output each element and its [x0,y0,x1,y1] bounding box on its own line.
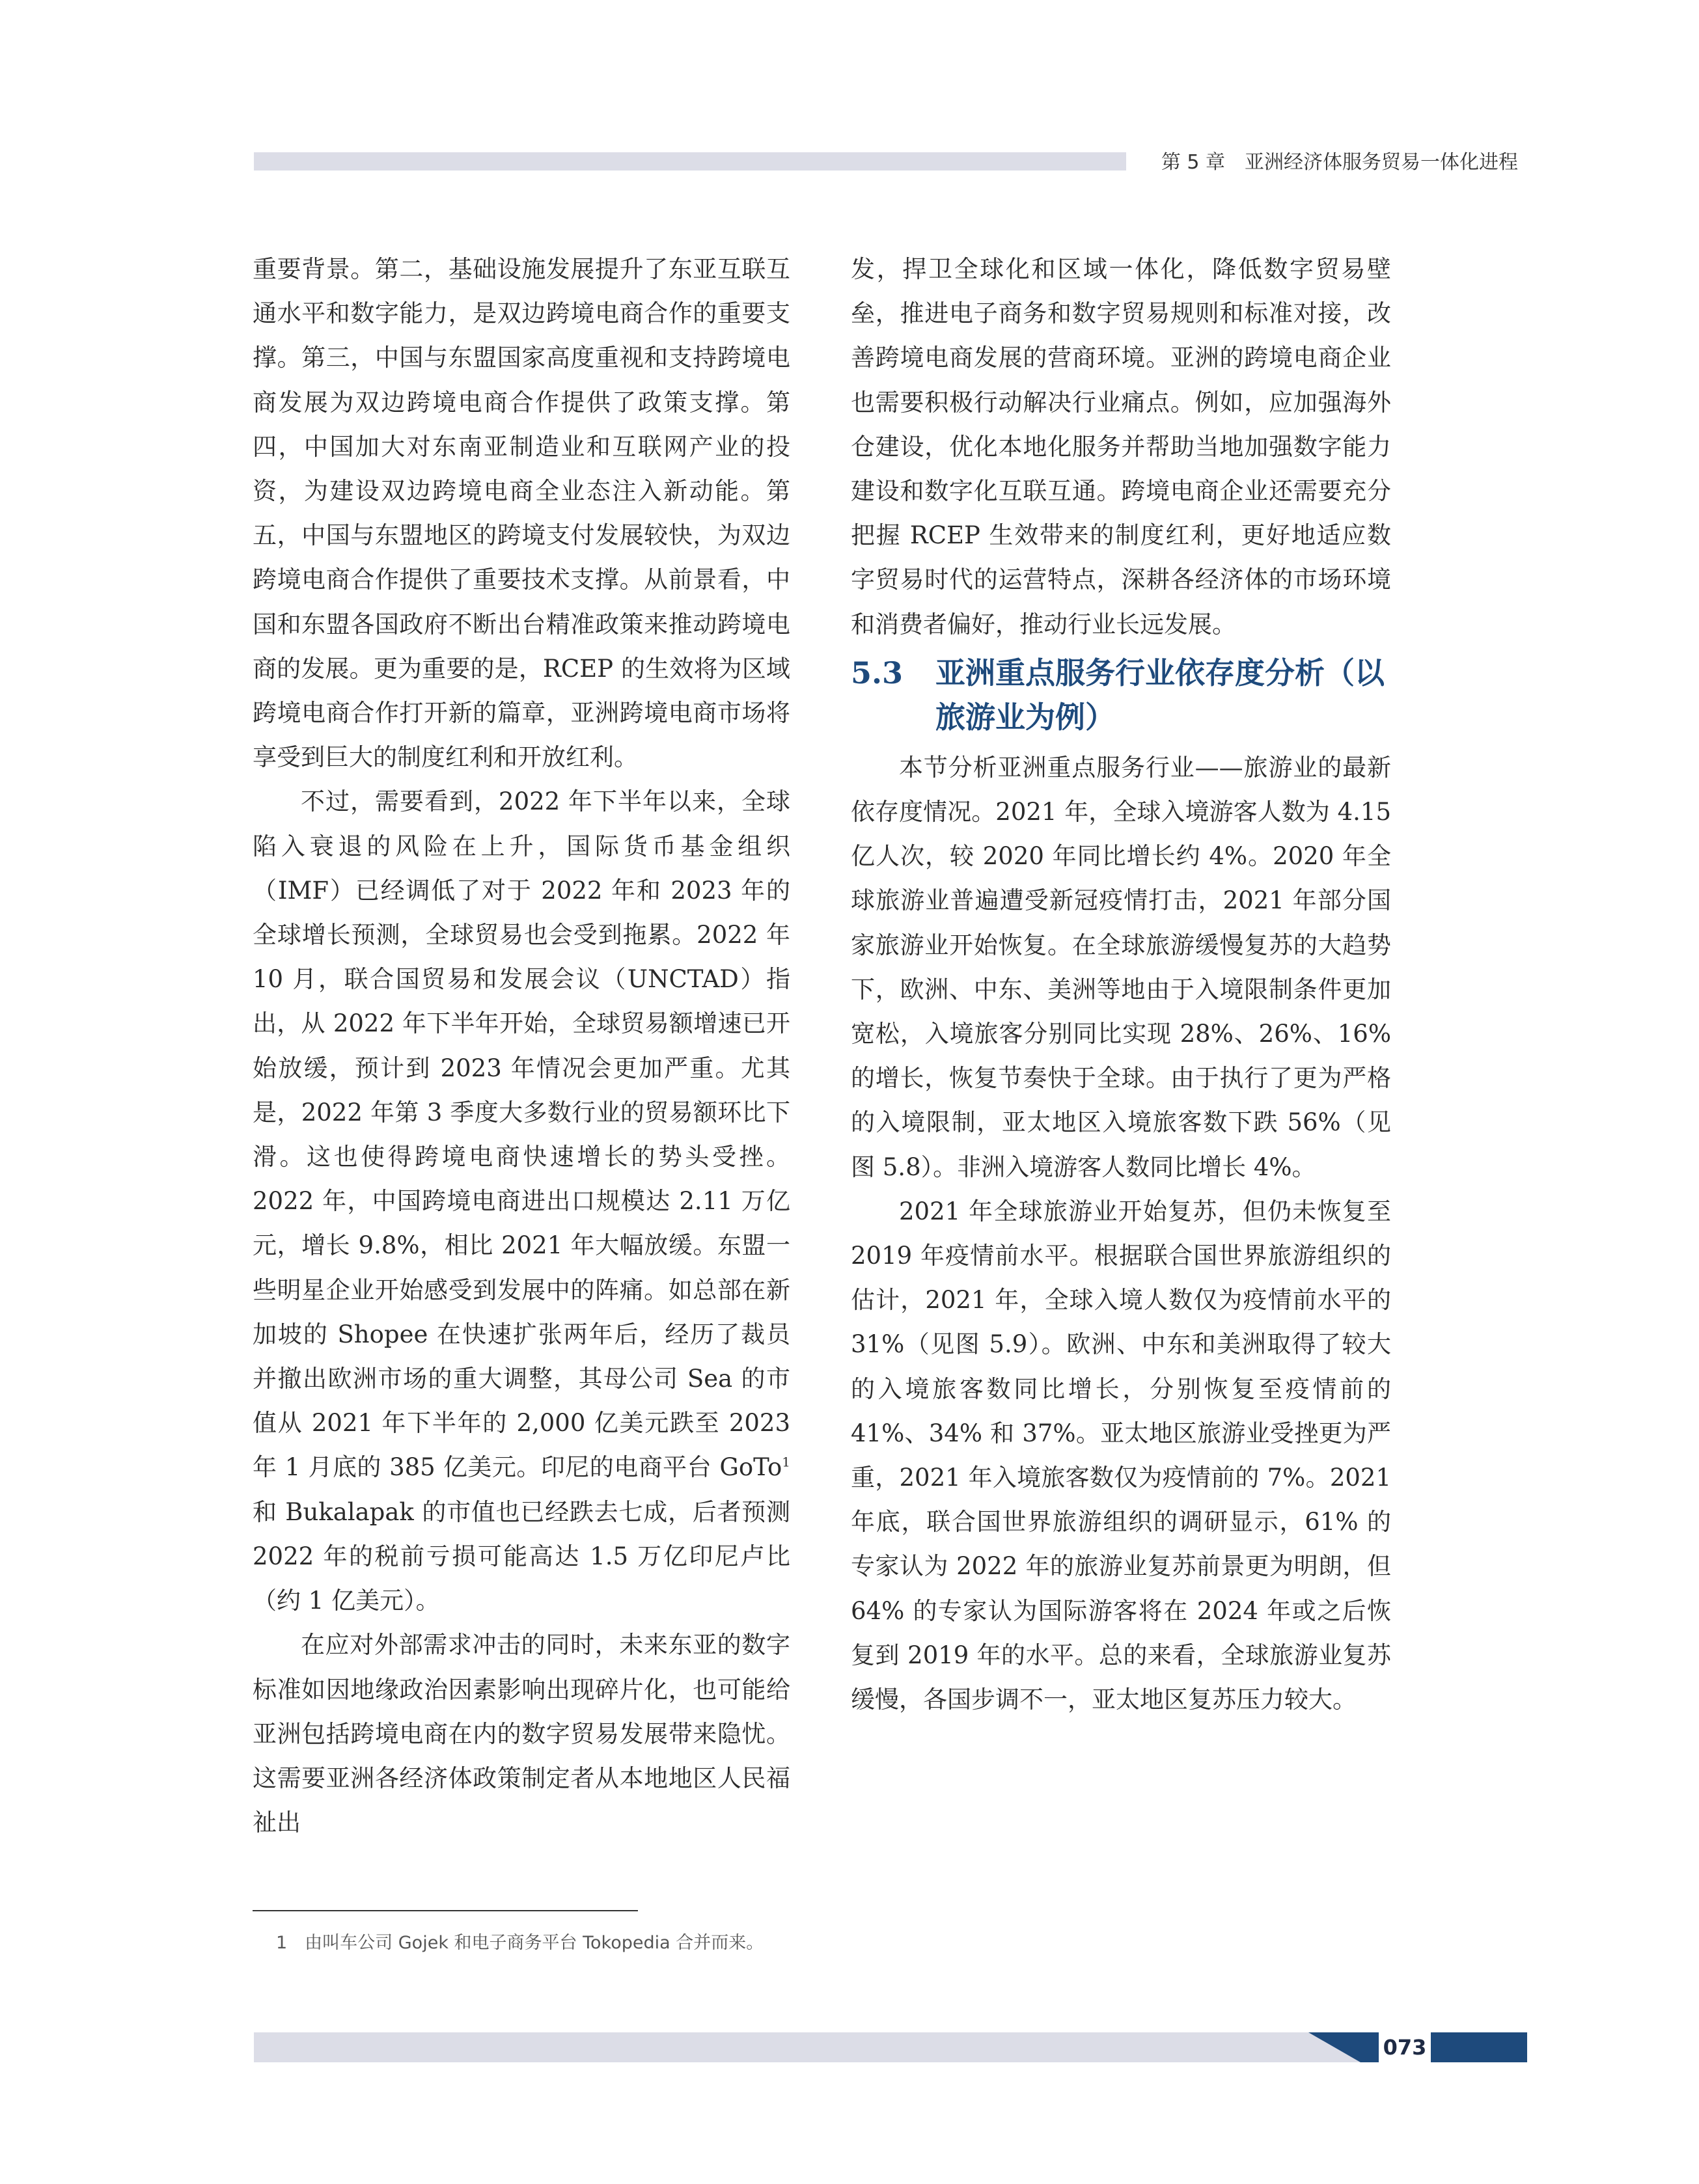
paragraph: 2021 年全球旅游业开始复苏，但仍未恢复至 2019 年疫情前水平。根据联合国世界旅游组织的估计，2021 年，全球入境人数仅为疫情前水平的 31%（见图 5.9）。欧洲、中东和美洲取得了较大的入境旅客数同比增长，分别恢复至疫情前的 41%、34% 和 37%。亚太地区旅游业受挫更为严重，2021 年入境旅客数仅为疫情前的 7%。2021 年底，联合国世界旅游组织的调研显示，61% 的专家认为 2022 年的旅游业复苏前景更为明朗，但 64% 的专家认为国际游客将在 2024 年或之后恢复到 2019 年的水平。总的来看，全球旅游业复苏缓慢，各国步调不一，亚太地区复苏压力较大。 [851,1197,1391,1714]
left-column [253,247,790,1845]
paragraph-text: 和 Bukalapak 的市值也已经跌去七成，后者预测 2022 年的税前亏损可能高达 1.5 万亿印尼卢比（约 1 亿美元）。 [253,1497,790,1615]
paragraph: 重要背景。第二，基础设施发展提升了东亚互联互通水平和数字能力，是双边跨境电商合作的重要支撑。第三，中国与东盟国家高度重视和支持跨境电商发展为双边跨境电商合作提供了政策支撑。第四，中国加大对东南亚制造业和互联网产业的投资，为建设双边跨境电商全业态注入新动能。第五，中国与东盟地区的跨境支付发展较快，为双边跨境电商合作提供了重要技术支撑。从前景看，中国和东盟各国政府不断出台精准政策来推动跨境电商的发展。更为重要的是，RCEP 的生效将为区域跨境电商合作打开新的篇章，亚洲跨境电商市场将享受到巨大的制度红利和开放红利。 [253,255,790,772]
footer-accent [1308,2032,1361,2062]
chapter-header: 第 5 章 亚洲经济体服务贸易一体化进程 [1161,151,1518,174]
footnote-divider [253,1910,638,1911]
header-bar [254,152,1126,171]
paragraph: 本节分析亚洲重点服务行业——旅游业的最新依存度情况。2021 年，全球入境游客人数为 4.15 亿人次，较 2020 年同比增长约 4%。2020 年全球旅游业普遍遭受新冠疫情打击，2021 年部分国家旅游业开始恢复。在全球旅游缓慢复苏的大趋势下，欧洲、中东、美洲等地由于入境限制条件更加宽松，入境旅客分别同比实现 28%、26%、16% 的增长，恢复节奏快于全球。由于执行了更为严格的入境限制，亚太地区入境旅客数下跌 56%（见图 5.8）。非洲入境游客人数同比增长 4%。 [851,753,1391,1181]
paragraph: 在应对外部需求冲击的同时，未来东亚的数字标准如因地缘政治因素影响出现碎片化，也可能给亚洲包括跨境电商在内的数字贸易发展带来隐忧。这需要亚洲各经济体政策制定者从本地地区人民福祉出 [253,1631,790,1837]
section-heading [851,651,1391,739]
right-column [851,247,1391,1722]
footer-bar [254,2032,1419,2062]
footnote-ref[interactable]: 1 [782,1454,790,1471]
page-number: 073 [1379,2028,1431,2067]
footnote: 1 由叫车公司 Gojek 和电子商务平台 Tokopedia 合并而来。 [276,1933,764,1953]
footer-accent-block [1431,2032,1527,2062]
paragraph-text: 不过，需要看到，2022 年下半年以来，全球陷入衰退的风险在上升，国际货币基金组织（IMF）已经调低了对于 2022 年和 2023 年的全球增长预测，全球贸易也会受到拖累。2022 年 10 月，联合国贸易和发展会议（UNCTAD）指出，从 2022 年下半年开始，全球贸易额增速已开始放缓，预计到 2023 年情况会更加严重。尤其是，2022 年第 3 季度大多数行业的贸易额环比下滑。这也使得跨境电商快速增长的势头受挫。2022 年，中国跨境电商进出口规模达 2.11 万亿元，增长 9.8%，相比 2021 年大幅放缓。东盟一些明星企业开始感受到发展中的阵痛。如总部在新加坡的 Shopee 在快速扩张两年后，经历了裁员并撤出欧洲市场的重大调整，其母公司 Sea 的市值从 2021 年下半年的 2,000 亿美元跌至 2023 年 1 月底的 385 亿美元。印尼的电商平台 GoTo [253,787,790,1482]
section-title: 亚洲重点服务行业依存度分析（以旅游业为例） [935,655,1385,735]
paragraph [253,780,790,1623]
section-number: 5.3 [851,655,904,690]
paragraph: 发，捍卫全球化和区域一体化，降低数字贸易壁垒，推进电子商务和数字贸易规则和标准对接，改善跨境电商发展的营商环境。亚洲的跨境电商企业也需要积极行动解决行业痛点。例如，应加强海外仓建设，优化本地化服务并帮助当地加强数字能力建设和数字化互联互通。跨境电商企业还需要充分把握 RCEP 生效带来的制度红利，更好地适应数字贸易时代的运营特点，深耕各经济体的市场环境和消费者偏好，推动行业长远发展。 [851,255,1391,638]
